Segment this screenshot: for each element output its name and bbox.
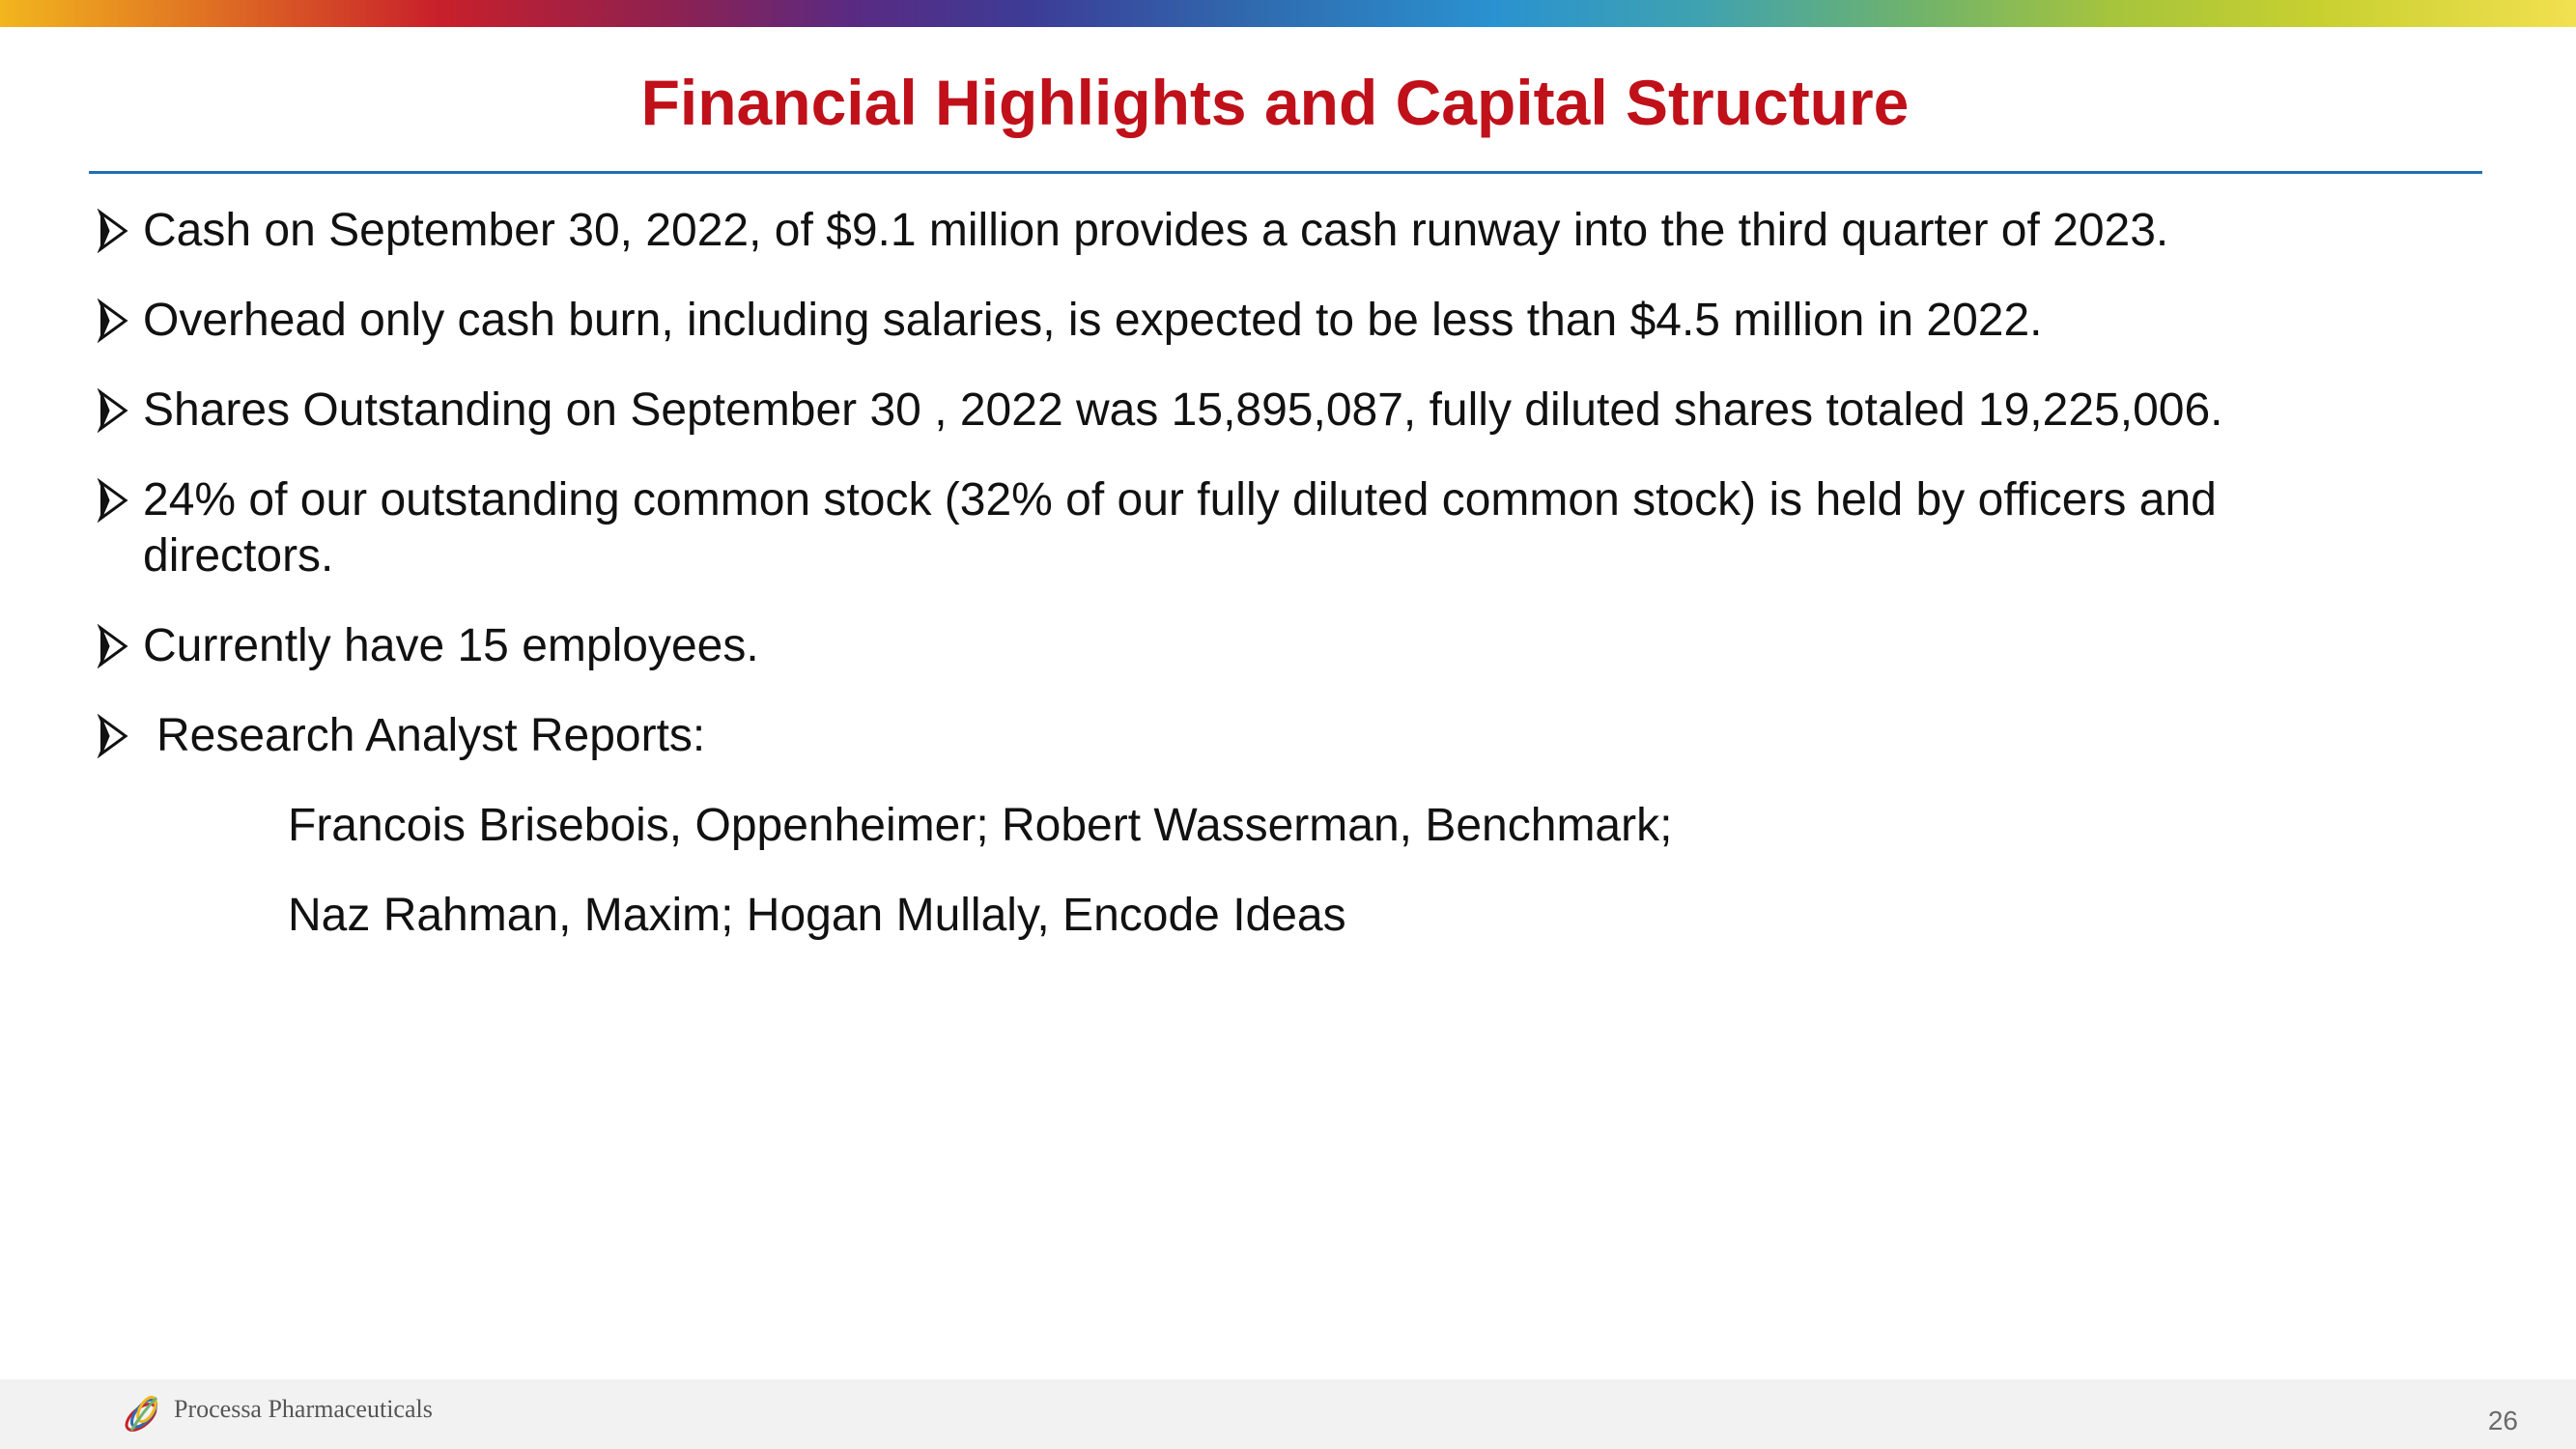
- bullet-item: [97, 472, 2364, 584]
- bullet-text: Overhead only cash burn, including salaries, is expected to be less than $4.5 million in 2022.: [143, 295, 2043, 346]
- bullet-item: [97, 293, 2434, 349]
- bullet-item: [97, 383, 2434, 439]
- slide-title: Financial Highlights and Capital Structure: [640, 67, 1910, 138]
- bullet-item: [97, 203, 2434, 259]
- company-logo: [118, 1388, 433, 1440]
- arrow-bullet-icon: [97, 714, 129, 758]
- page-number: 26: [2487, 1406, 2518, 1435]
- bullet-text: Research Analyst Reports:: [156, 710, 706, 761]
- analyst-line: Naz Rahman, Maxim; Hogan Mullaly, Encode Ideas: [288, 890, 1346, 941]
- slide-body: [97, 203, 2434, 978]
- bullet-text: Cash on September 30, 2022, of $9.1 million provides a cash runway into the third quarter of 2023.: [143, 205, 2169, 256]
- bullet-text: Shares Outstanding on September 30 , 2022 was 15,895,087, fully diluted shares totaled 19,225,006.: [143, 384, 2223, 436]
- analyst-line: Francois Brisebois, Oppenheimer; Robert Wasserman, Benchmark;: [288, 800, 1673, 851]
- arrow-bullet-icon: [97, 388, 129, 433]
- arrow-bullet-icon: [97, 624, 129, 668]
- bullet-text: Currently have 15 employees.: [143, 620, 759, 671]
- arrow-bullet-icon: [97, 298, 129, 343]
- company-name: Processa Pharmaceuticals: [174, 1395, 433, 1423]
- processa-logo-icon: [118, 1388, 168, 1440]
- arrow-bullet-icon: [97, 478, 129, 523]
- bullet-text: 24% of our outstanding common stock (32% of our fully diluted common stock) is held by officers and directors.: [143, 474, 2217, 582]
- top-color-bar: [0, 0, 2576, 27]
- bullet-item: [97, 618, 2434, 674]
- arrow-bullet-icon: [97, 209, 129, 253]
- bullet-item: [97, 708, 2434, 764]
- title-divider: [89, 171, 2482, 174]
